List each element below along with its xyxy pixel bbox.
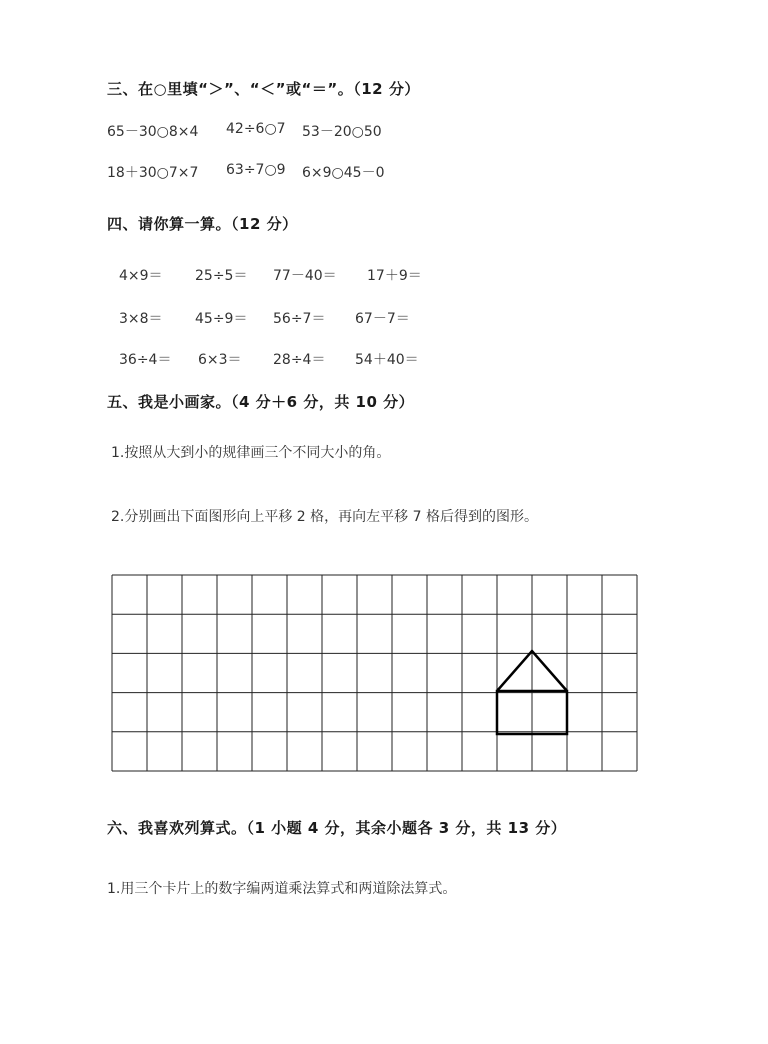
section-6-heading: 六、我喜欢列算式。（1 小题 4 分，其余小题各 3 分，共 13 分） [107,819,567,837]
compare-item: 63÷7○9 [226,162,286,178]
calc-item: 45÷9＝ [195,311,248,327]
calc-item: 6×3＝ [198,352,242,368]
section-5-heading: 五、我是小画家。（4 分＋6 分，共 10 分） [107,393,415,411]
calc-item: 77－40＝ [273,268,337,284]
section-5-question-1: 1.按照从大到小的规律画三个不同大小的角。 [111,445,391,461]
compare-item: 65－30○8×4 [107,124,199,140]
section-3-heading: 三、在○里填“＞”、“＜”或“＝”。（12 分） [107,80,420,98]
calc-item: 25÷5＝ [195,268,248,284]
section-5-question-2: 2.分别画出下面图形向上平移 2 格，再向左平移 7 格后得到的图形。 [111,509,538,525]
compare-item: 53－20○50 [302,124,382,140]
calc-item: 54＋40＝ [355,352,419,368]
grid-lines [112,575,637,771]
calc-item: 4×9＝ [119,268,163,284]
compare-item: 42÷6○7 [226,121,286,137]
calc-item: 3×8＝ [119,311,163,327]
compare-item: 18＋30○7×7 [107,165,199,181]
calc-item: 56÷7＝ [273,311,326,327]
compare-item: 6×9○45－0 [302,165,385,181]
calc-item: 36÷4＝ [119,352,172,368]
calc-item: 17＋9＝ [367,268,422,284]
section-4-heading: 四、请你算一算。（12 分） [107,215,298,233]
calc-item: 67－7＝ [355,311,410,327]
calc-item: 28÷4＝ [273,352,326,368]
section-6-question-1: 1.用三个卡片上的数字编两道乘法算式和两道除法算式。 [107,881,457,897]
